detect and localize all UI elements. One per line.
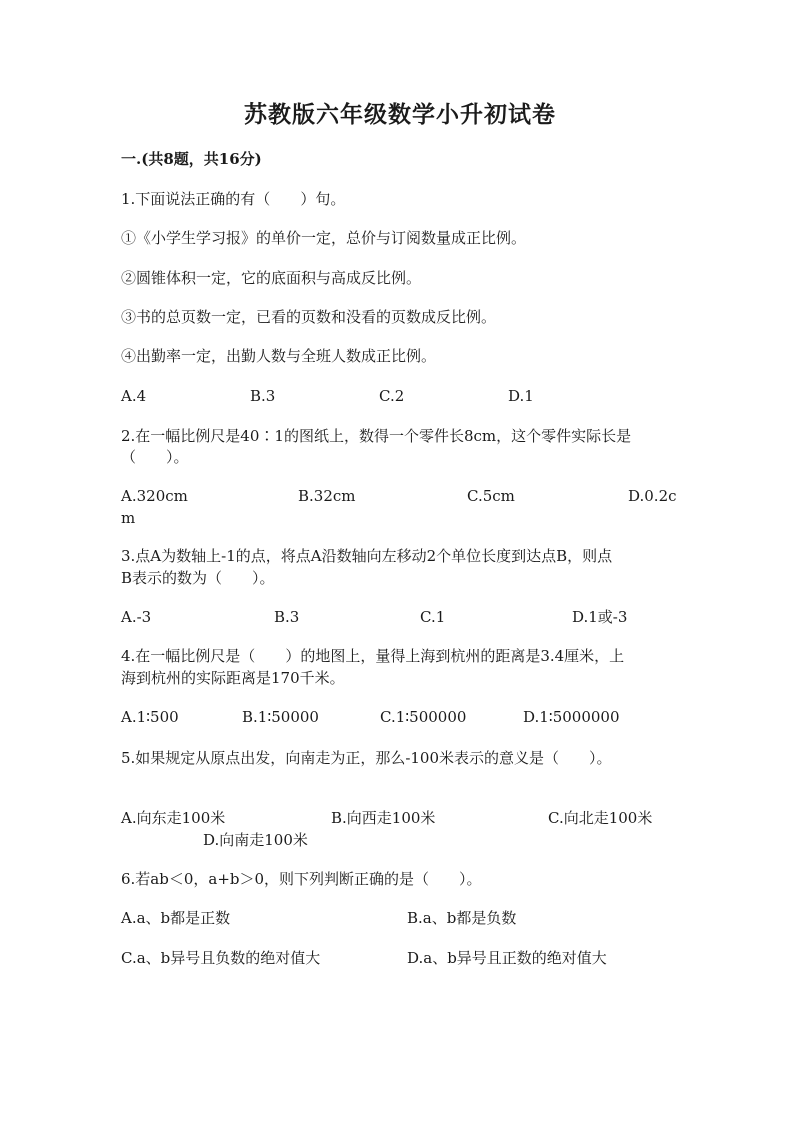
q2-option-c: C.5cm <box>467 487 515 505</box>
q2-option-b: B.32cm <box>298 487 356 505</box>
q1-option-c: C.2 <box>379 387 405 405</box>
q4-stem-line2: 海到杭州的实际距离是170千米。 <box>121 669 345 687</box>
q6-stem: 6.若ab＜0，a+b＞0，则下列判断正确的是（ ）。 <box>121 870 482 888</box>
q3-option-b: B.3 <box>274 608 300 626</box>
q4-option-c: C.1∶500000 <box>380 708 467 726</box>
exam-title: 苏教版六年级数学小升初试卷 <box>244 101 556 128</box>
q2-stem-line2: （ ）。 <box>121 448 189 466</box>
q3-option-d: D.1或-3 <box>572 608 628 626</box>
q5-option-d: D.向南走100米 <box>203 831 308 849</box>
q1-option-b: B.3 <box>250 387 276 405</box>
q3-option-c: C.1 <box>420 608 446 626</box>
q4-option-d: D.1∶5000000 <box>523 708 620 726</box>
q2-option-a: A.320cm <box>121 487 188 505</box>
q2-option-d-wrap: m <box>121 509 136 527</box>
q6-option-c: C.a、b异号且负数的绝对值大 <box>121 949 321 967</box>
q1-option-d: D.1 <box>508 387 534 405</box>
q3-stem-line1: 3.点A为数轴上-1的点，将点A沿数轴向左移动2个单位长度到达点B，则点 <box>121 547 613 565</box>
q3-option-a: A.-3 <box>121 608 152 626</box>
q1-statement-3: ③书的总页数一定，已看的页数和没看的页数成反比例。 <box>121 308 497 326</box>
q6-option-b: B.a、b都是负数 <box>407 909 517 927</box>
q5-option-c: C.向北走100米 <box>548 809 653 827</box>
q1-stem: 1.下面说法正确的有（ ）句。 <box>121 190 346 208</box>
q4-option-b: B.1∶50000 <box>242 708 319 726</box>
q2-option-d: D.0.2c <box>628 487 677 505</box>
q1-option-a: A.4 <box>121 387 147 405</box>
section-heading: 一.(共8题，共16分) <box>121 150 262 168</box>
q2-stem-line1: 2.在一幅比例尺是40∶1的图纸上，数得一个零件长8cm，这个零件实际长是 <box>121 427 632 445</box>
q4-option-a: A.1∶500 <box>121 708 179 726</box>
q1-statement-1: ①《小学生学习报》的单价一定，总价与订阅数量成正比例。 <box>121 229 527 247</box>
q6-option-a: A.a、b都是正数 <box>121 909 231 927</box>
q1-statement-4: ④出勤率一定，出勤人数与全班人数成正比例。 <box>121 347 437 365</box>
q3-stem-line2: B表示的数为（ ）。 <box>121 569 275 587</box>
q6-option-d: D.a、b异号且正数的绝对值大 <box>407 949 607 967</box>
q5-option-a: A.向东走100米 <box>121 809 226 827</box>
q4-stem-line1: 4.在一幅比例尺是（ ）的地图上，量得上海到杭州的距离是3.4厘米，上 <box>121 647 625 665</box>
q5-stem: 5.如果规定从原点出发，向南走为正，那么-100米表示的意义是（ ）。 <box>121 749 612 767</box>
q5-option-b: B.向西走100米 <box>331 809 436 827</box>
q1-statement-2: ②圆锥体积一定，它的底面积与高成反比例。 <box>121 269 422 287</box>
